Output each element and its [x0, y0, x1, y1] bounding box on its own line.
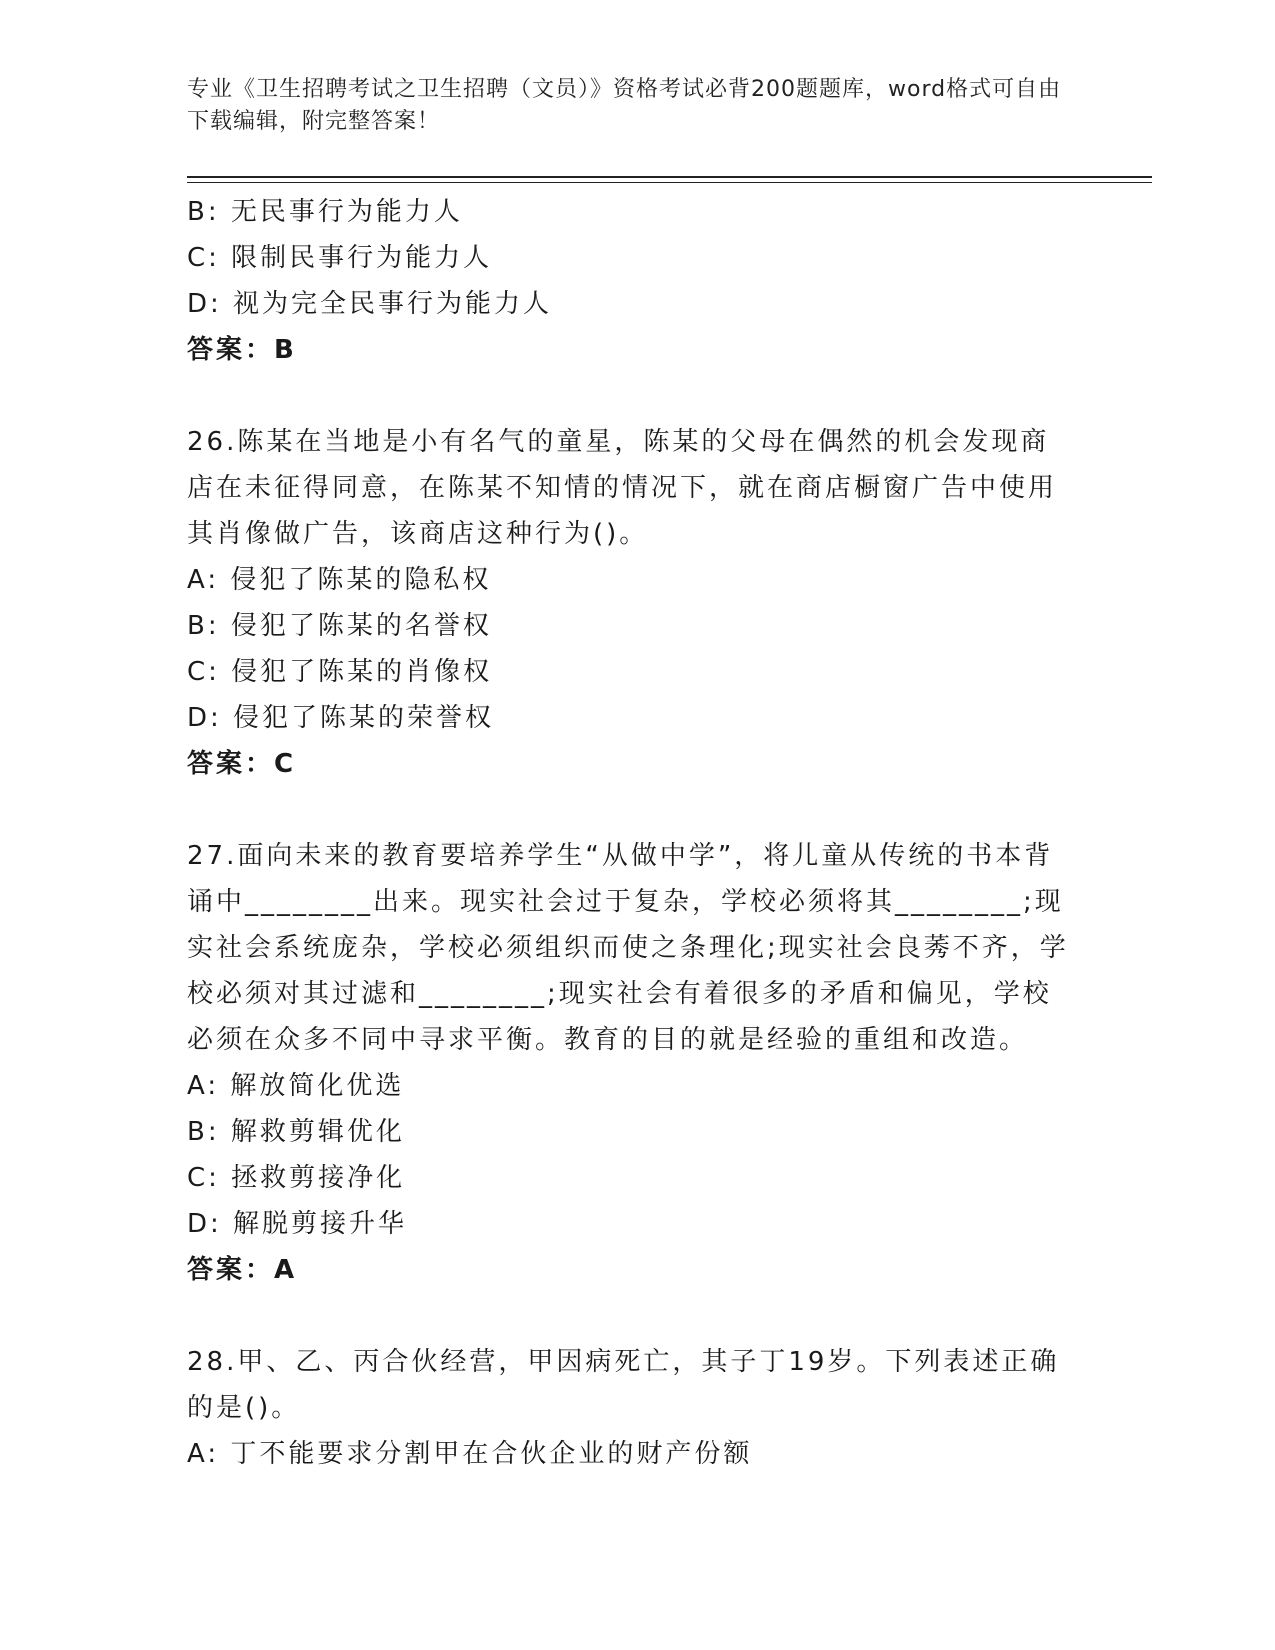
question-gap [187, 787, 1077, 833]
answer-line: 答案：B [187, 335, 297, 365]
option-b: B: 侵犯了陈某的名誉权 [187, 611, 492, 641]
option-d: D: 视为完全民事行为能力人 [187, 289, 553, 319]
question-26 [187, 419, 1077, 787]
document-header: 专业《卫生招聘考试之卫生招聘（文员）》资格考试必背200题题库，word格式可自由下载编辑，附完整答案！ [187, 77, 1062, 134]
option-a: A: 解放简化优选 [187, 1071, 405, 1101]
option-c: C: 限制民事行为能力人 [187, 243, 493, 273]
option-c: C: 侵犯了陈某的肖像权 [187, 657, 493, 687]
option-a: A: 丁不能要求分割甲在合伙企业的财产份额 [187, 1439, 753, 1469]
option-b: B: 无民事行为能力人 [187, 197, 463, 227]
question-stem: 27.面向未来的教育要培养学生“从做中学”，将儿童从传统的书本背诵中________出来。现实社会过于复杂，学校必须将其________;现实社会系统庞杂，学校必须组织而使之条理化;现实社会良莠不齐，学校必须对其过滤和________;现实社会有着很多的矛盾和偏见，学校必须在众多不同中寻求平衡。教育的目的就是经验的重组和改造。 [187, 841, 1069, 1055]
header-rule-thin [187, 182, 1152, 183]
option-a: A: 侵犯了陈某的隐私权 [187, 565, 492, 595]
question-stem: 28.甲、乙、丙合伙经营，甲因病死亡，其子丁19岁。下列表述正确的是()。 [187, 1347, 1060, 1423]
question-stem: 26.陈某在当地是小有名气的童星，陈某的父母在偶然的机会发现商店在未征得同意，在陈某不知情的情况下，就在商店橱窗广告中使用其肖像做广告，该商店这种行为()。 [187, 427, 1058, 549]
option-c: C: 拯救剪接净化 [187, 1163, 406, 1193]
question-gap [187, 373, 1077, 419]
question-gap [187, 1293, 1077, 1339]
question-content [187, 189, 1077, 1477]
option-d: D: 解脱剪接升华 [187, 1209, 408, 1239]
header-rule-thick [187, 176, 1152, 178]
question-28 [187, 1339, 1077, 1477]
answer-line: 答案：A [187, 1255, 298, 1285]
question-27 [187, 833, 1077, 1293]
answer-line: 答案：C [187, 749, 297, 779]
option-d: D: 侵犯了陈某的荣誉权 [187, 703, 495, 733]
option-b: B: 解救剪辑优化 [187, 1117, 405, 1147]
continued-question [187, 189, 1077, 373]
